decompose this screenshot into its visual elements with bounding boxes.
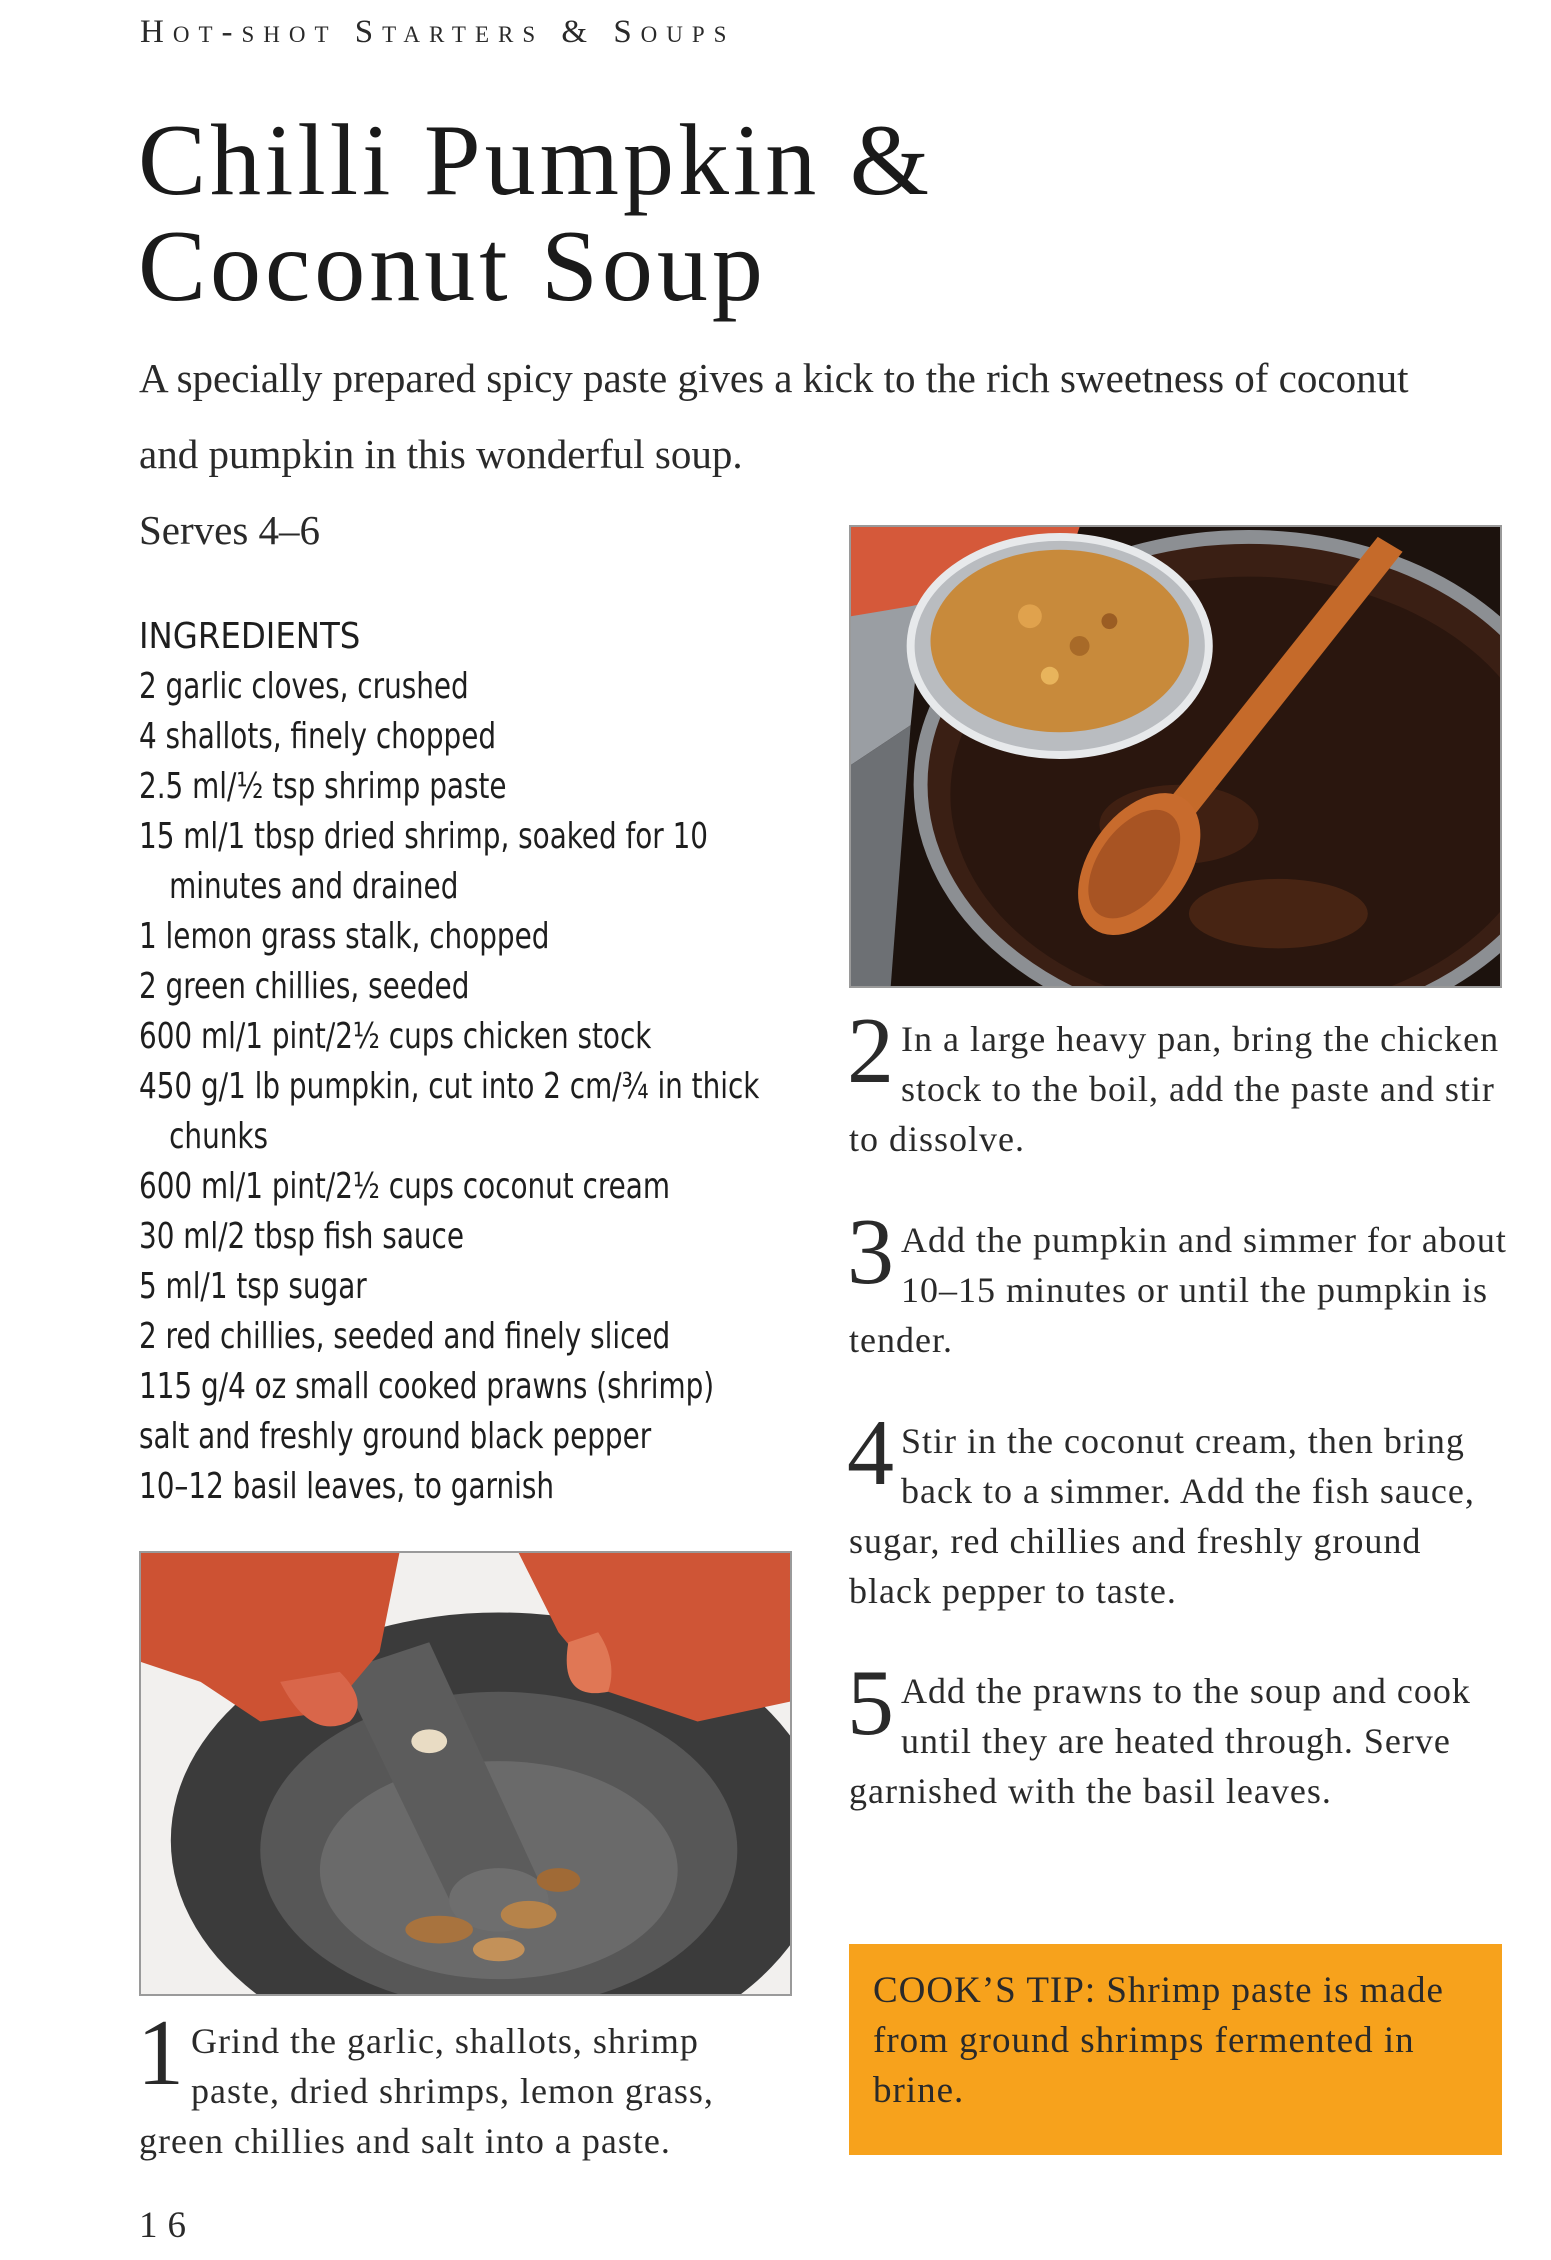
cooks-tip-text: COOK’S TIP: Shrimp paste is made from ground shrimps fermented in brine.	[873, 1970, 1444, 2111]
ingredient-item: 30 ml/2 tbsp fish sauce	[139, 1216, 465, 1257]
step-text: Stir in the coconut cream, then bring back to a simmer. Add the fish sauce, sugar, red chillies and freshly ground black pepper to taste.	[849, 1421, 1475, 1611]
ingredient-items	[139, 662, 779, 1512]
ingredient-item: 600 ml/1 pint/2½ cups coconut cream	[139, 1166, 670, 1207]
title-line-1: Chilli Pumpkin &	[138, 104, 934, 217]
title-line-2: Coconut Soup	[138, 210, 767, 323]
ingredient-item: 15 ml/1 tbsp dried shrimp, soaked for 10 minutes and drained	[139, 816, 709, 907]
page-number: 16	[139, 2205, 196, 2246]
recipe-intro: A specially prepared spicy paste gives a kick to the rich sweetness of coconut and pumpkin in this wonderful soup.	[139, 355, 1409, 477]
step-number: 4	[847, 1401, 895, 1505]
ingredients-heading: INGREDIENTS	[139, 616, 361, 657]
step-text: Add the pumpkin and simmer for about 10–15 minutes or until the pumpkin is tender.	[849, 1220, 1507, 1360]
method-step-1	[137, 2001, 759, 2166]
step-number: 3	[847, 1200, 895, 1304]
ingredient-item: 4 shallots, finely chopped	[139, 716, 497, 757]
ingredient-item: 2.5 ml/½ tsp shrimp paste	[139, 766, 507, 807]
pan-photo	[849, 525, 1502, 988]
mortar-illustration	[141, 1553, 790, 1994]
serves-count: Serves 4–6	[139, 507, 321, 553]
ingredient-item: 1 lemon grass stalk, chopped	[139, 916, 550, 957]
method-step-4	[847, 1401, 1509, 1616]
ingredient-item: 600 ml/1 pint/2½ cups chicken stock	[139, 1016, 652, 1057]
step-text: In a large heavy pan, bring the chicken stock to the boil, add the paste and stir to dissolve.	[849, 1019, 1500, 1159]
method-step-3	[847, 1200, 1509, 1365]
cooks-tip-box	[849, 1944, 1502, 2155]
mortar-photo	[139, 1551, 792, 1996]
ingredient-item: 450 g/1 lb pumpkin, cut into 2 cm/¾ in thick chunks	[139, 1066, 760, 1157]
step-text: Add the prawns to the soup and cook until they are heated through. Serve garnished with the basil leaves.	[849, 1671, 1471, 1811]
step-number: 5	[847, 1651, 895, 1755]
step-number: 1	[137, 2001, 185, 2105]
ingredients-list	[139, 612, 779, 1512]
ingredient-item: 2 red chillies, seeded and finely sliced	[139, 1316, 671, 1357]
ingredient-item: 2 garlic cloves, crushed	[139, 666, 469, 707]
ingredient-item: 115 g/4 oz small cooked prawns (shrimp)	[139, 1366, 715, 1407]
ingredient-item: salt and freshly ground black pepper	[139, 1416, 652, 1457]
running-head: Hot-shot Starters & Soups	[140, 14, 736, 50]
method-step-2	[847, 999, 1509, 1164]
ingredient-item: 5 ml/1 tsp sugar	[139, 1266, 367, 1307]
pan-illustration	[851, 527, 1500, 986]
ingredient-item: 10–12 basil leaves, to garnish	[139, 1466, 555, 1507]
method-step-5	[847, 1651, 1509, 1816]
step-number: 2	[847, 999, 895, 1103]
recipe-title	[138, 104, 934, 323]
step-text: Grind the garlic, shallots, shrimp paste, dried shrimps, lemon grass, green chillies and salt into a paste.	[139, 2021, 714, 2161]
ingredient-item: 2 green chillies, seeded	[139, 966, 470, 1007]
